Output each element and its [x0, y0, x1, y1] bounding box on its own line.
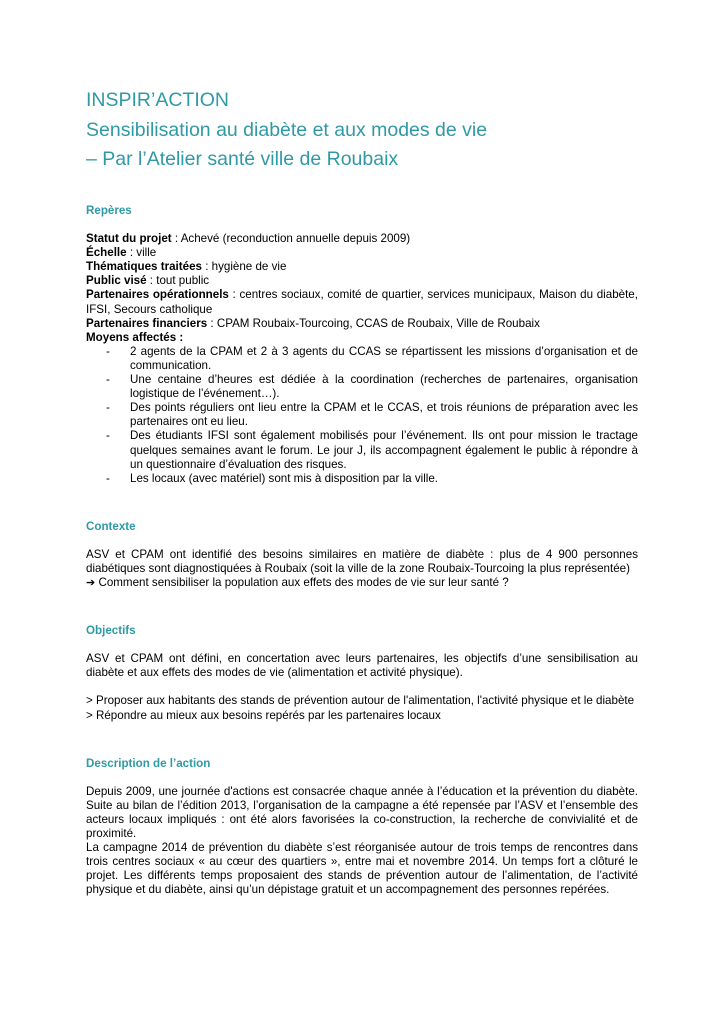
spacer: [86, 771, 638, 785]
field-value: : CPAM Roubaix-Tourcoing, CCAS de Roubaix, Ville de Roubaix: [207, 316, 540, 330]
field-partenaires-financiers: [86, 317, 638, 331]
spacer: [86, 218, 638, 232]
field-label: Statut du projet: [86, 232, 172, 246]
spacer: [86, 534, 638, 548]
objectifs-item-2: > Répondre au mieux aux besoins repérés par les partenaires locaux: [86, 708, 441, 722]
field-echelle: [86, 246, 638, 260]
field-partenaires-operationnels: [86, 288, 638, 316]
field-public: [86, 274, 638, 288]
objectifs-paragraph: ASV et CPAM ont défini, en concertation avec leurs partenaires, les objectifs d’une sensibilisation au diabète et aux effets des modes de vie (alimentation et activité physique).: [86, 652, 638, 680]
field-label: Partenaires financiers: [86, 316, 208, 330]
field-label: Moyens affectés :: [86, 330, 184, 344]
list-item: - Des étudiants IFSI sont également mobilisés pour l’événement. Ils ont pour mission le tractage quelques semaines avant le forum. Le jour J, ils accompagnent également le public à répondre à un questionnaire d’évaluation des risques.: [130, 429, 638, 471]
blank-line: [86, 680, 638, 694]
document-body: [86, 204, 638, 897]
question-text: Comment sensibiliser la population aux effets des modes de vie sur leur santé ?: [95, 576, 509, 590]
title-line-3: – Par l’Atelier santé ville de Roubaix: [86, 148, 399, 170]
field-label: Thématiques traitées: [86, 260, 202, 274]
list-item: - 2 agents de la CPAM et 2 à 3 agents du CCAS se répartissent les missions d’organisation et de communication.: [130, 345, 638, 373]
contexte-question: [86, 576, 638, 590]
section-contexte: [86, 520, 638, 590]
description-paragraph-2: La campagne 2014 de prévention du diabète s’est réorganisée autour de trois temps de rencontres dans trois centres sociaux « au cœur des quartiers », entre mai et novembre 2014. Un temps fort a clôturé le projet. Les différents temps proposaient des stands de prévention autour de l’alimentation, de l’activité physique et du diabète, ainsi qu’un dépistage gratuit et un accompagnement des personnes repérées.: [86, 841, 638, 897]
list-item: - Une centaine d’heures est dédiée à la coordination (recherches de partenaires, organisation logistique de l’événement…).: [130, 373, 638, 401]
field-value: : hygiène de vie: [201, 260, 287, 274]
title-line-1: INSPIR’ACTION: [86, 89, 230, 111]
arrow-right-icon: ➔: [86, 577, 96, 590]
section-heading-contexte: Contexte: [86, 519, 136, 533]
spacer: [86, 638, 638, 652]
description-paragraph-1: Depuis 2009, une journée d'actions est consacrée chaque année à l’éducation et la prévention du diabète. Suite au bilan de l’édition 2013, l’organisation de la campagne a été repensée par l’ASV et l’ensemble des acteurs locaux impliqués : ont été alors favorisées la co-construction, la recherche de convivialité et de proximité.: [86, 784, 638, 840]
field-label: Partenaires opérationnels: [86, 288, 229, 302]
field-value: : ville: [126, 246, 157, 260]
list-item: - Les locaux (avec matériel) sont mis à disposition par la ville.: [130, 472, 638, 486]
list-item: - Des points réguliers ont lieu entre la CPAM et le CCAS, et trois réunions de préparation avec les partenaires ont eu lieu.: [130, 401, 638, 429]
title-line-2: Sensibilisation au diabète et aux modes de vie: [86, 118, 488, 141]
contexte-paragraph: ASV et CPAM ont identifié des besoins similaires en matière de diabète : plus de 4 900 personnes diabétiques sont diagnostiquées à Roubaix (soit la ville de la zone Roubaix-Tourcoing la plus représentée): [86, 547, 638, 575]
field-label: Public visé: [86, 274, 147, 288]
section-objectifs: [86, 624, 638, 722]
field-statut: [86, 232, 638, 246]
document-title: [86, 86, 646, 175]
section-heading-objectifs: Objectifs: [86, 624, 136, 638]
objectifs-item-1: > Proposer aux habitants des stands de prévention autour de l'alimentation, l'activité physique et le diabète: [86, 694, 635, 708]
field-value: : centres sociaux, comité de quartier, services municipaux, Maison du diabète, IFSI, Secours catholique: [86, 288, 638, 316]
field-value: : Achevé (reconduction annuelle depuis 2009): [171, 232, 411, 246]
field-thematiques: [86, 260, 638, 274]
section-heading-description: Description de l’action: [86, 756, 211, 770]
section-reperes: [86, 204, 638, 486]
field-label: Échelle: [86, 246, 127, 260]
section-description: [86, 757, 638, 898]
means-list: [86, 345, 638, 486]
field-value: : tout public: [146, 274, 210, 288]
section-heading-reperes: Repères: [86, 204, 132, 217]
field-moyens: [86, 331, 638, 345]
